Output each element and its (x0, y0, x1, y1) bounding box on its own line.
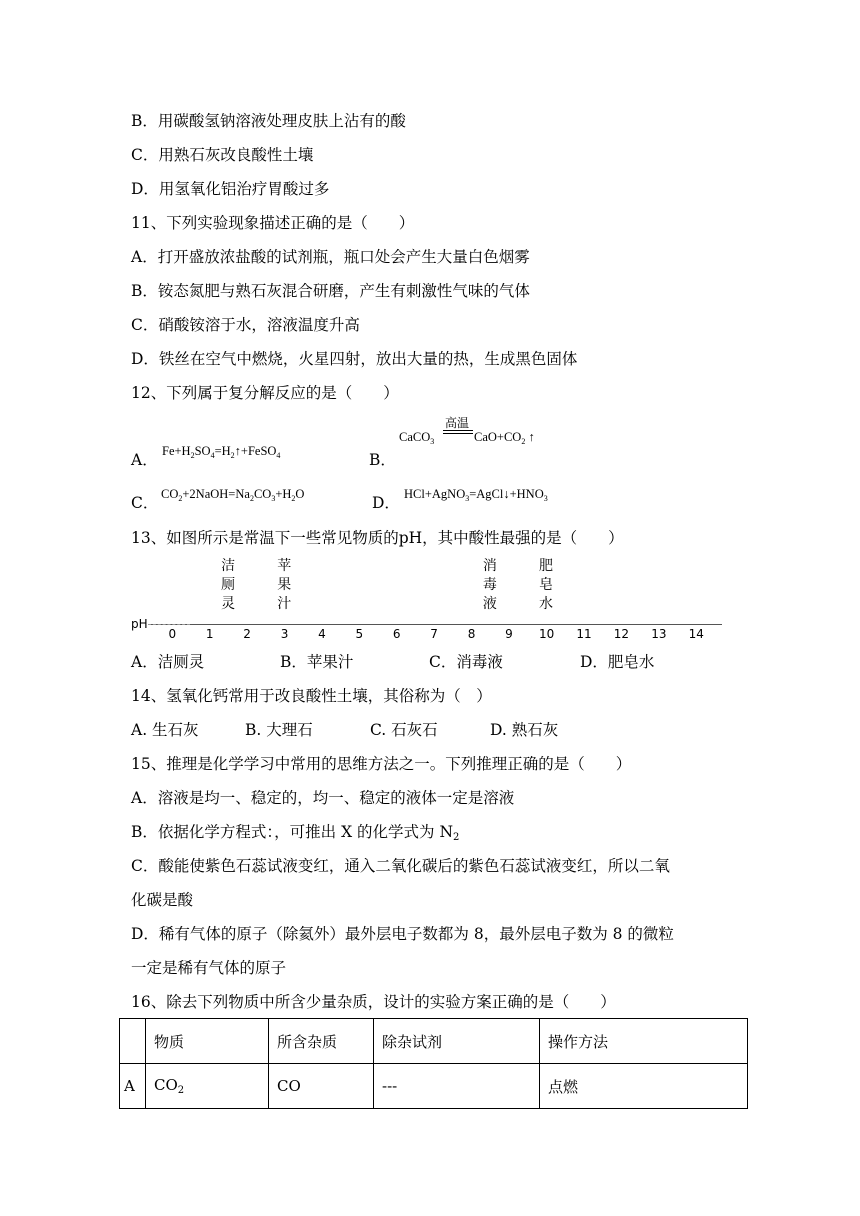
table-header-cell: 所含杂质 (269, 1019, 374, 1064)
ph-tick-label: 7 (430, 627, 438, 641)
q14-stem: 14、氢氧化钙常用于改良酸性土壤，其俗称为（ ） (131, 687, 492, 705)
q15-option-d-line1: D．稀有气体的原子（除氦外）最外层电子数都为 8，最外层电子数为 8 的微粒 (131, 925, 674, 943)
table-header-cell (120, 1019, 146, 1064)
q14-option-d: D. 熟石灰 (490, 721, 559, 739)
q11-option-d: D．铁丝在空气中燃烧，火星四射，放出大量的热，生成黑色固体 (131, 350, 578, 368)
q14-option-b: B. 大理石 (245, 721, 313, 739)
ph-substance-label: 毒 (482, 577, 497, 593)
ph-tick-label: 3 (280, 627, 289, 641)
q13-stem: 13、如图所示是常温下一些常见物质的pH，其中酸性最强的是（ ） (131, 529, 624, 547)
ph-axis-line (150, 624, 722, 625)
q11-stem: 11、下列实验现象描述正确的是（ ） (131, 214, 415, 232)
q12-equation-c: $CO_2+2NaOH=Na_2CO_3+H_2O$ (161, 487, 305, 503)
table-row (120, 1064, 748, 1109)
table-cell-substance (146, 1064, 269, 1109)
q13-option-a: A．洁厕灵 (131, 653, 205, 671)
ph-tick-label: 11 (576, 627, 592, 641)
q15-option-b-subscript: 2 (453, 832, 460, 843)
ph-tick-label: 5 (355, 627, 364, 641)
ph-substance-label: 汁 (277, 596, 292, 612)
table-cell-label: A (120, 1064, 146, 1109)
ph-tick-label: 1 (205, 627, 214, 641)
ph-tick-label: 9 (505, 627, 513, 641)
table-cell-impurity: CO (269, 1064, 374, 1109)
ph-substance-label: 洁 (221, 558, 236, 574)
q10-option-c: C．用熟石灰改良酸性土壤 (131, 146, 314, 164)
ph-substance-label: 肥 (539, 558, 553, 574)
ph-tick-label: 0 (168, 627, 177, 641)
substance-text: CO (154, 1076, 178, 1094)
q12-condition-high-temp: 高温 (445, 416, 470, 430)
ph-axis-dash (148, 624, 190, 625)
ph-substance-label: 水 (539, 596, 553, 612)
ph-tick-label: 14 (688, 627, 704, 641)
ph-tick-label: 2 (243, 627, 251, 641)
ph-axis-label: pH (131, 617, 148, 631)
q15-option-a: A．溶液是均一、稳定的，均一、稳定的液体一定是溶液 (131, 789, 515, 807)
ph-tick-label: 10 (539, 627, 555, 641)
ph-tick-label: 6 (392, 627, 401, 641)
q15-stem: 15、推理是化学学习中常用的思维方法之一。下列推理正确的是（ ） (131, 755, 632, 773)
q13-option-d: D．肥皂水 (580, 653, 655, 671)
ph-substance-label: 皂 (539, 577, 553, 593)
substance-subscript: 2 (177, 1085, 185, 1096)
q14-option-a: A. 生石灰 (131, 721, 199, 739)
q12-option-d-label: D． (372, 494, 400, 512)
q12-option-b-label: B． (369, 451, 396, 469)
ph-substance-label: 果 (277, 577, 292, 593)
q12-equation-d: $HCl+AgNO_3=AgCl↓+HNO_3$ (404, 487, 548, 503)
q12-double-line (443, 430, 473, 434)
q11-option-b: B．铵态氮肥与熟石灰混合研磨，产生有刺激性气味的气体 (131, 282, 530, 300)
q13-option-b: B．苹果汁 (280, 653, 354, 671)
ph-tick-label: 12 (613, 627, 630, 641)
q15-option-c-line1: C．酸能使紫色石蕊试液变红，通入二氧化碳后的紫色石蕊试液变红，所以二氧 (131, 857, 670, 875)
ph-tick-label: 8 (467, 627, 476, 641)
table-header-cell: 除杂试剂 (374, 1019, 540, 1064)
ph-substance-label: 苹 (277, 558, 292, 574)
q12-equation-a: $Fe+H_2SO_4=H_2↑+FeSO_4$ (162, 444, 281, 460)
table-header-cell: 操作方法 (540, 1019, 748, 1064)
ph-tick-label: 13 (651, 627, 667, 641)
ph-substance-label: 厕 (221, 577, 236, 593)
q14-option-c: C. 石灰石 (370, 721, 438, 739)
q12-option-c-label: C． (131, 494, 159, 512)
ph-substance-label: 消 (482, 558, 497, 574)
q12-option-a-label: A． (131, 451, 158, 469)
ph-substance-label: 灵 (221, 596, 236, 612)
ph-substance-label: 液 (482, 596, 497, 612)
q10-option-b: B．用碳酸氢钠溶液处理皮肤上沾有的酸 (131, 112, 406, 130)
table-cell-reagent: --- (374, 1064, 540, 1109)
table-header-row (120, 1019, 748, 1064)
table-cell-method: 点燃 (540, 1064, 748, 1109)
q16-stem: 16、除去下列物质中所含少量杂质，设计的实验方案正确的是（ ） (131, 993, 616, 1011)
ph-tick-label: 4 (318, 627, 326, 641)
q11-option-c: C．硝酸铵溶于水，溶液温度升高 (131, 316, 360, 334)
q15-option-c-line2: 化碳是酸 (131, 891, 194, 909)
q15-option-b-text: B．依据化学方程式：，可推出 X 的化学式为 N (131, 823, 454, 841)
q12-stem: 12、下列属于复分解反应的是（ ） (131, 384, 399, 402)
q15-option-d-line2: 一定是稀有气体的原子 (131, 959, 287, 977)
q11-option-a: A．打开盛放浓盐酸的试剂瓶，瓶口处会产生大量白色烟雾 (131, 248, 530, 266)
table-header-cell: 物质 (146, 1019, 269, 1064)
q10-option-d: D．用氢氧化铝治疗胃酸过多 (131, 180, 330, 198)
q15-option-b (131, 822, 459, 848)
q16-table (119, 1018, 748, 1109)
q13-option-c: C．消毒液 (429, 653, 503, 671)
